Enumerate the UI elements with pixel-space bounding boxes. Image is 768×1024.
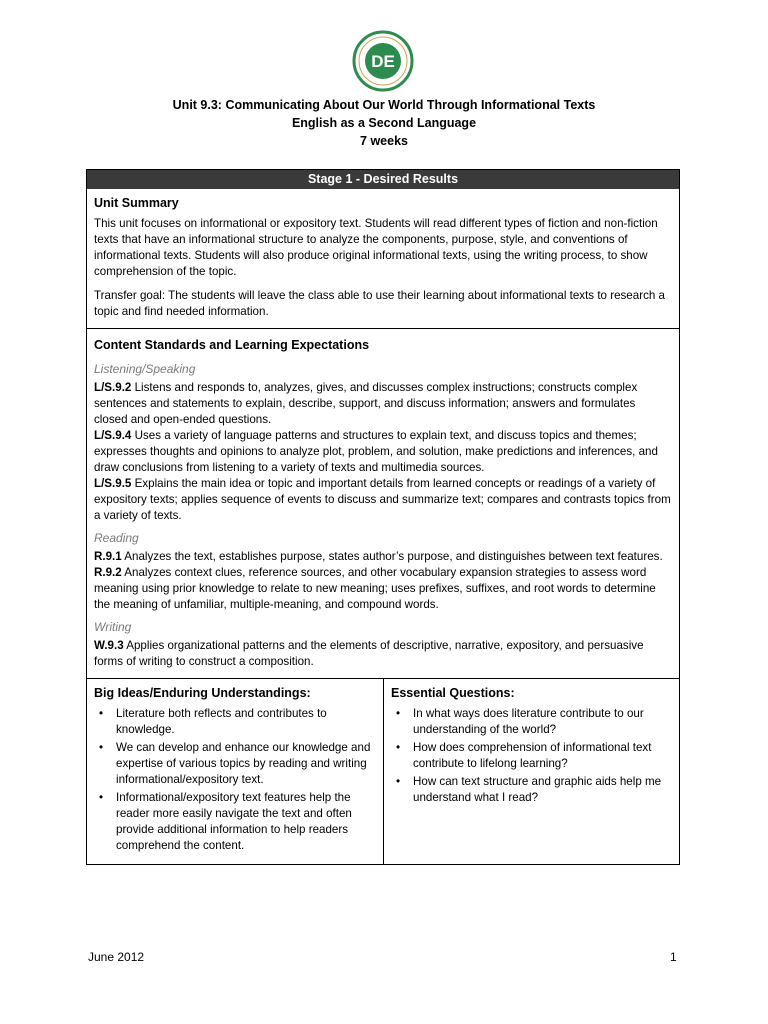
reading-label: Reading [94,531,139,545]
bullet-icon: • [396,775,401,788]
unit-summary-cell [87,189,679,328]
list-item-text: Literature both reflects and contributes to knowledge. [116,707,327,736]
stage-bar: Stage 1 - Desired Results [87,170,679,189]
unit-summary-text: This unit focuses on informational or expository text. Students will read different types of fiction and non-fiction texts that have an informational structure to analyze the components, purpose, style, and conventions of informational texts. Students will also produce original informational texts, using the writing process, to show comprehension of the topic. [94,217,658,278]
standard-text: Uses a variety of language patterns and structures to explain text, and discuss topics and themes; expresses thoughts and opinions to analyze plot, problem, and solution, make predictions and inferences, and draw conclusions from listening to a variety of texts and multimedia sources. [94,429,658,474]
standard-code: L/S.9.5 [94,477,132,490]
standard-text: Analyzes context clues, reference sources, and other vocabulary expansion strategies to assess word meaning using prior knowledge to relate to new meaning; uses prefixes, suffixes, and root words to determine the meaning of unfamiliar, multiple-meaning, and compound words. [94,566,656,611]
standard-code: W.9.3 [94,639,124,652]
list-item [94,790,376,854]
bullet-icon: • [396,741,401,754]
standard-code: R.9.2 [94,566,122,579]
bullet-icon: • [396,707,401,720]
logo-lettering: DE [371,52,395,71]
standard-text: Analyzes the text, establishes purpose, states author’s purpose, and distinguishes between text features. [121,550,663,563]
bullet-icon: • [99,707,104,720]
list-item [94,706,376,738]
content-standards-title: Content Standards and Learning Expectations [94,338,370,352]
standard-code: L/S.9.2 [94,381,132,394]
ideas-questions-row [87,678,679,864]
unit-summary-title: Unit Summary [94,196,179,210]
duration-line: 7 weeks [360,134,408,148]
list-item-text: In what ways does literature contribute to our understanding of the world? [413,707,644,736]
list-item [391,706,672,738]
footer-date: June 2012 [88,950,145,964]
standard-item [94,476,672,524]
list-item [391,740,672,772]
bullet-icon: • [99,741,104,754]
standard-text: Listens and responds to, analyzes, gives, and discusses complex instructions; constructs complex sentences and statements to explain, describe, support, and discuss information; answers and formulates closed and open-ended questions. [94,381,638,426]
writing-label: Writing [94,620,132,634]
standard-item [94,428,672,476]
standard-text: Explains the main idea or topic and important details from learned concepts or readings of a variety of expository texts; applies sequence of events to discuss and summarize text; compares and contrasts topics from a variety of texts. [94,477,671,522]
essential-questions-cell [384,679,679,864]
list-item-text: How can text structure and graphic aids help me understand what I read? [413,775,662,804]
list-item-text: How does comprehension of informational text contribute to lifelong learning? [413,741,652,770]
unit-plan-table [86,169,680,865]
department-logo [352,30,414,92]
big-ideas-list [94,706,376,854]
standard-item [94,549,672,565]
standard-item [94,565,672,613]
document-header [0,96,768,150]
standard-code: L/S.9.4 [94,429,132,442]
list-item-text: We can develop and enhance our knowledge and expertise of various topics by reading and writing informational/expository text. [116,741,371,786]
unit-title: Unit 9.3: Communicating About Our World Through Informational Texts [172,98,596,112]
essential-questions-title: Essential Questions: [391,686,515,700]
standard-item [94,380,672,428]
big-ideas-cell [87,679,384,864]
subject-line: English as a Second Language [291,116,477,130]
standard-text: Applies organizational patterns and the elements of descriptive, narrative, expository, and persuasive forms of writing to construct a composition. [94,639,644,668]
essential-questions-list [391,706,672,806]
list-item-text: Informational/expository text features help the reader more easily navigate the text and often provide additional information to help readers comprehend the content. [116,791,352,852]
standard-item [94,638,672,670]
bullet-icon: • [99,791,104,804]
content-standards-cell [87,328,679,678]
big-ideas-title: Big Ideas/Enduring Understandings: [94,686,311,700]
page-number: 1 [670,950,677,964]
standard-code: R.9.1 [94,550,122,563]
listening-speaking-label: Listening/Speaking [94,362,196,376]
list-item [391,774,672,806]
transfer-goal-text: Transfer goal: The students will leave the class able to use their learning about informational texts to research a topic and find needed information. [94,289,665,318]
list-item [94,740,376,788]
